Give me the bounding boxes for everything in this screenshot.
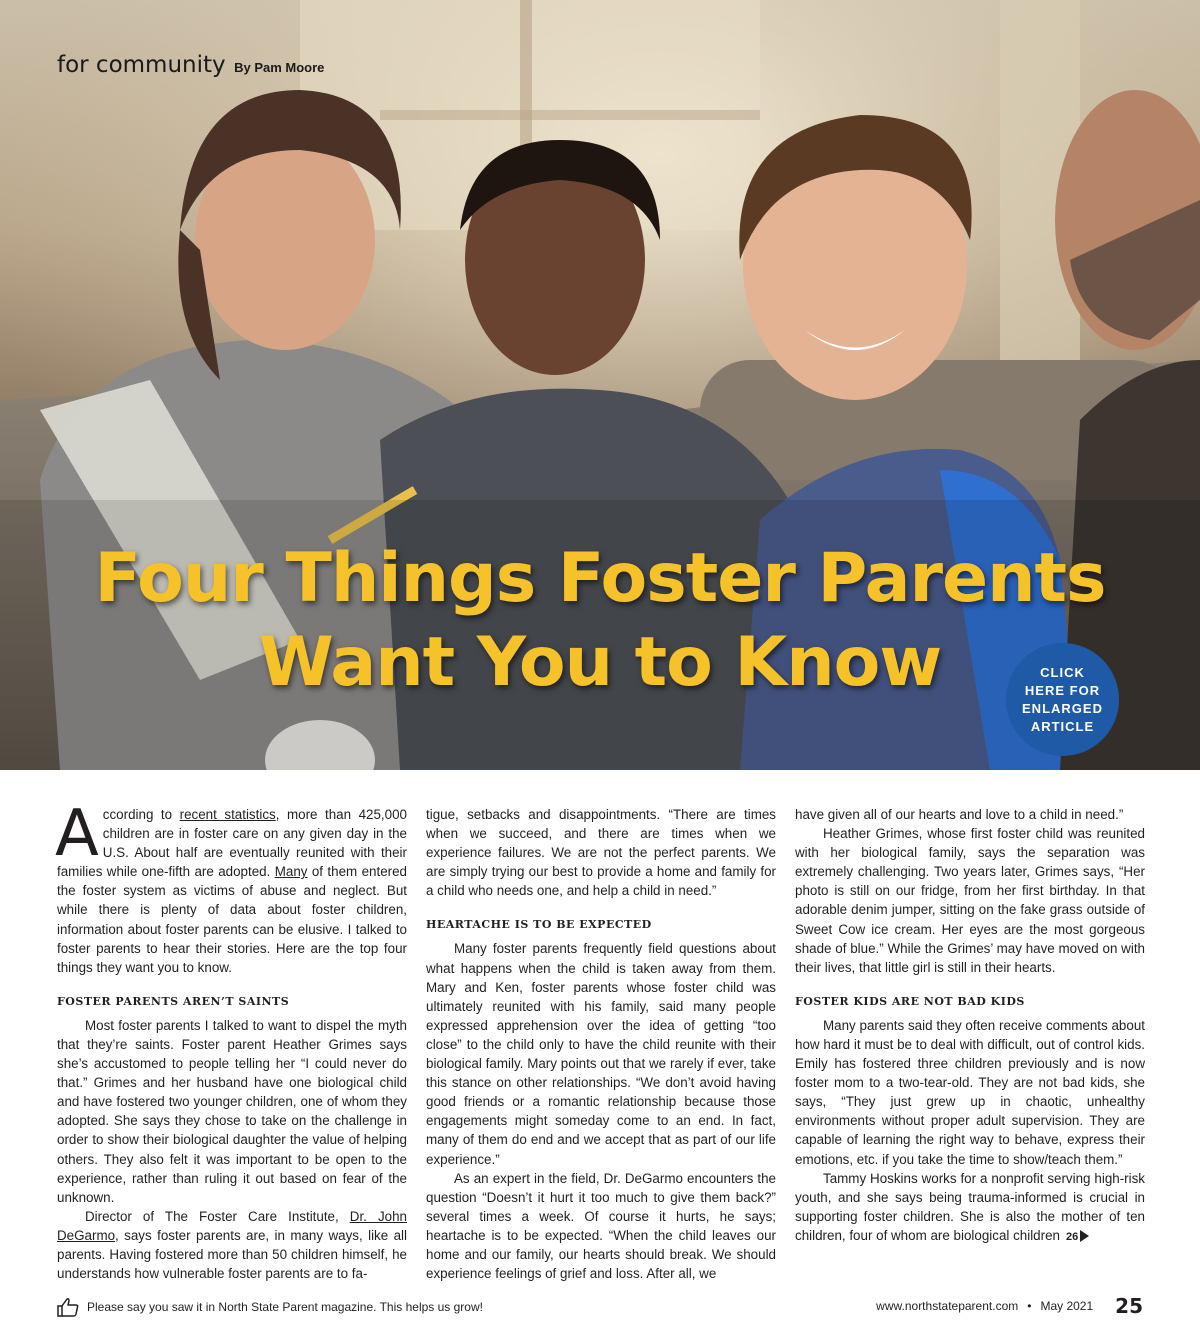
footer-info (876, 1294, 1143, 1318)
drop-cap: A (55, 797, 99, 871)
paragraph: Most foster parents I talked to want to dispel the myth that they’re saints. Foster parent Heather Grimes says she’s accustomed to people telling her “I could never do that.” Grimes and her husband have one biological child and have fostered two younger children, one of whom they adopted. She says they chose to take on the challenge in order to show their biological daughter the value of helping others. They also felt it was important to be open to the experience, rather than ruling it out based on fear of the unknown. (57, 1017, 407, 1205)
byline: By Pam Moore (234, 60, 325, 75)
paragraph (795, 1169, 1145, 1247)
subheading-heartache-expected: HEARTACHE IS TO BE EXPECTED (426, 918, 652, 932)
section-name: for community (57, 52, 226, 78)
section-label (57, 52, 324, 78)
issue-date: May 2021 (1040, 1299, 1094, 1313)
thumbs-up-icon (57, 1297, 79, 1317)
john-degarmo-link[interactable]: Dr. John DeGarmo (57, 1208, 407, 1243)
paragraph (57, 1207, 407, 1283)
article-column-1 (55, 797, 407, 1283)
enlarge-article-label: CLICK HERE FOR ENLARGED ARTICLE (1022, 664, 1103, 734)
paragraph: tigue, setbacks and disappointments. “There are times when we succeed, and there are times when we experience failures. We are not the perfect parents. We are simply trying our best to provide a home and family for a child who needs one, and help a child in need.” (426, 807, 776, 899)
text-run: , says foster parents are, in many ways, like all parents. Having fostered more than 50 children himself, he understands how vulnerable foster parents are to fa- (57, 1227, 407, 1282)
paragraph: As an expert in the field, Dr. DeGarmo encounters the question “Doesn’t it hurt it too much to give them back?” several times a week. Of course it hurts, he says; heartache is to be expected. “When the child leaves our home and our family, our hearts should break. We should experience feelings of grief and loss. After all, we (426, 1170, 776, 1282)
enlarge-article-button[interactable] (1006, 643, 1119, 756)
website-link[interactable]: www.northstateparent.com (876, 1299, 1019, 1313)
many-link[interactable]: Many (274, 864, 308, 880)
text-run: , more than 425,000 children are in foster care on any given day in the U.S. About half are eventually reunited with their families while one-fifth are adopted. (57, 807, 407, 880)
paragraph (55, 797, 407, 977)
text-run: Tammy Hoskins works for a nonprofit serving high-risk youth, and she says being trauma-informed is crucial in supporting foster children. She is also the mother of ten children, four of whom are biological children (795, 1170, 1145, 1243)
article-column-2 (426, 805, 776, 1283)
text-run: Director of The Foster Care Institute, (85, 1208, 350, 1224)
paragraph: Many foster parents frequently field questions about what happens when the child is taken away from them. Mary and Ken, foster parents whose foster child was ultimately reunited with his family, said many people expressed apprehension over the idea of getting “too close” to the child only to have the child reunite with their biological family. Mary points out that we rarely if ever, take this stance on other relationships. “We don’t avoid having good friends or a romantic relationship because those engagements might someday come to an end. In fact, many of them do end and we accept that as part of our life experience.” (426, 941, 776, 1167)
footer-message: Please say you saw it in North State Parent magazine. This helps us grow! (87, 1300, 483, 1314)
recent-statistics-link[interactable]: recent statistics (179, 807, 276, 822)
text-run: of them entered the foster system as victims of abuse and neglect. But while there is plenty of data about foster children, information about foster parents can be elusive. I talked to foster parents to hear their stories. Here are the top four things they want you to know. (57, 864, 407, 975)
footer-message-block (57, 1297, 483, 1317)
subheading-foster-kids-not-bad: FOSTER KIDS ARE NOT BAD KIDS (795, 994, 1025, 1008)
text-run: ccording to (102, 807, 180, 822)
footer-separator: • (1027, 1299, 1032, 1313)
paragraph: Heather Grimes, whose first foster child was reunited with her biological family, says the separation was extremely challenging. Two years later, Grimes says, “Her photo is still on our fridge, from her first birthday. In that adorable denim jumper, sitting on the fake grass outside of Sweet Cow ice cream. Her eyes are the most gorgeous shade of blue.” While the Grimes’ may have moved on with their lives, that little girl is still in their hearts. (795, 826, 1145, 975)
page-footer (0, 1288, 1200, 1328)
continued-on-page[interactable] (1066, 1231, 1089, 1243)
headline-line-1: Four Things Foster Parents (94, 539, 1106, 618)
subheading-foster-parents-not-saints: FOSTER PARENTS AREN’T SAINTS (57, 994, 290, 1008)
article-column-3 (795, 805, 1145, 1247)
paragraph: Many parents said they often receive comments about how hard it must be to deal with difficult, out of control kids. Emily has fostered three children previously and is now foster mom to a two-tear-old. They are not bad kids, she says, “They just grew up in chaotic, unhealthy environments without proper adult supervision. They are capable of learning the right way to behave, express their emotions, etc. if you take the time to show/teach them.” (795, 1017, 1145, 1167)
paragraph: have given all of our hearts and love to a child in need.” (795, 807, 1124, 822)
continue-arrow-icon (1080, 1230, 1089, 1242)
page-number: 25 (1115, 1294, 1143, 1318)
continued-page-number: 26 (1065, 1230, 1079, 1243)
headline-line-2: Want You to Know (258, 623, 942, 702)
